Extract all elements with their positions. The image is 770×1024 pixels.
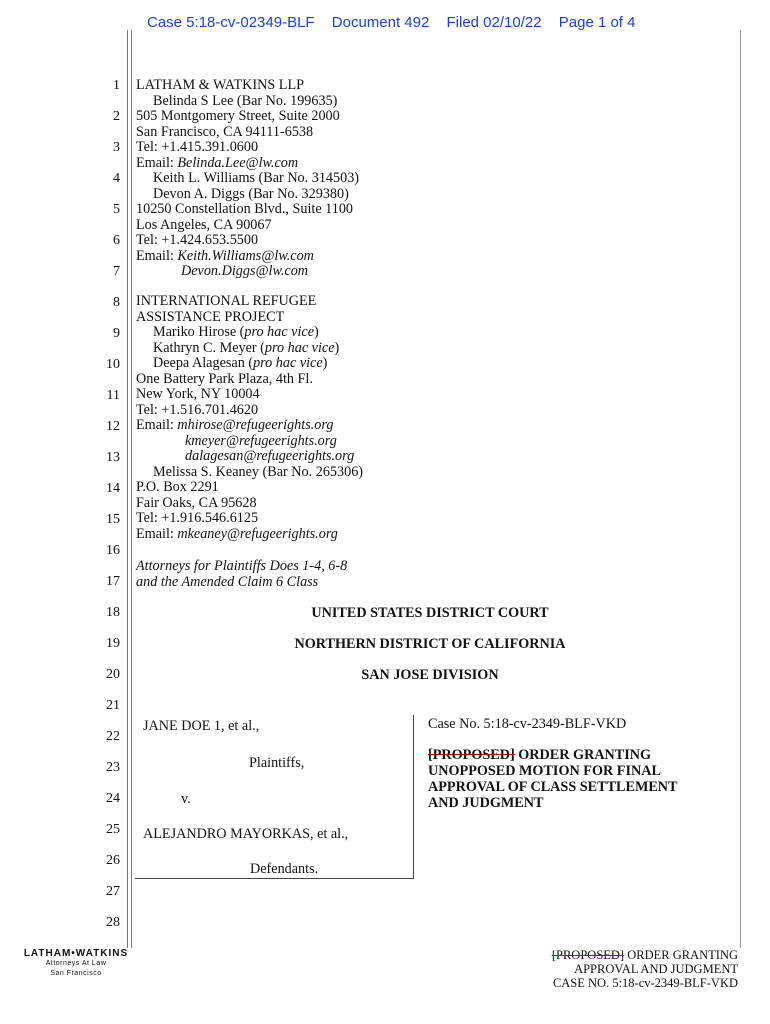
address-line: San Francisco, CA 94111-6538 bbox=[136, 123, 314, 140]
logo-subtitle: San Francisco bbox=[50, 970, 102, 977]
left-margin-rule-outer bbox=[127, 30, 128, 948]
line-number: 6 bbox=[113, 233, 120, 248]
case-caption-box bbox=[135, 715, 414, 879]
header-page-number: Page 1 of 4 bbox=[558, 14, 636, 31]
telephone: Tel: +1.415.391.0600 bbox=[136, 139, 259, 155]
court-name: UNITED STATES DISTRICT COURT bbox=[311, 605, 549, 621]
court-division: SAN JOSE DIVISION bbox=[361, 667, 499, 683]
line-number: 11 bbox=[106, 388, 120, 403]
page-footer bbox=[552, 948, 738, 990]
organization-name: INTERNATIONAL REFUGEE bbox=[136, 293, 317, 309]
email-line bbox=[136, 449, 363, 465]
address-line: Fair Oaks, CA 95628 bbox=[136, 494, 257, 511]
latham-counsel-block bbox=[136, 78, 359, 280]
line-number: 23 bbox=[106, 760, 120, 775]
email-address[interactable]: mhirose@refugeerights.org bbox=[177, 417, 334, 433]
proposed-strikethrough: [PROPOSED] bbox=[551, 948, 625, 962]
email-line bbox=[136, 264, 359, 280]
email-line bbox=[136, 249, 359, 265]
line-number: 18 bbox=[106, 605, 120, 620]
title-text: ORDER GRANTING bbox=[514, 747, 652, 763]
footer-text: APPROVAL AND JUDGMENT bbox=[574, 962, 738, 976]
plaintiff-name: JANE DOE 1, et al., bbox=[143, 718, 260, 734]
telephone: Tel: +1.424.653.5500 bbox=[136, 232, 259, 248]
line-number: 5 bbox=[113, 202, 120, 217]
line-number: 21 bbox=[106, 698, 120, 713]
header-filed-date: Filed 02/10/22 bbox=[446, 14, 542, 31]
header-case-number: Case 5:18-cv-02349-BLF bbox=[147, 14, 315, 31]
plaintiffs-label: Plaintiffs, bbox=[249, 755, 305, 771]
line-number: 28 bbox=[106, 915, 120, 930]
attorney-name bbox=[136, 325, 363, 341]
defendant-name: ALEJANDRO MAYORKAS, et al., bbox=[143, 826, 349, 842]
organization-name: ASSISTANCE PROJECT bbox=[136, 308, 285, 325]
line-number: 25 bbox=[106, 822, 120, 837]
line-number: 15 bbox=[106, 512, 120, 527]
footer-text: ORDER GRANTING bbox=[624, 948, 738, 962]
attorneys-for bbox=[136, 559, 347, 590]
title-text: APPROVAL OF CLASS SETTLEMENT bbox=[428, 779, 678, 795]
email-address[interactable]: Belinda.Lee@lw.com bbox=[177, 154, 299, 171]
line-number: 13 bbox=[106, 450, 120, 465]
paren: ) bbox=[314, 324, 319, 340]
pro-hac-vice: pro hac vice bbox=[244, 324, 315, 340]
line-number: 12 bbox=[106, 419, 120, 434]
line-number: 17 bbox=[106, 574, 120, 589]
pro-hac-vice: pro hac vice bbox=[264, 339, 335, 356]
line-number: 7 bbox=[113, 264, 120, 279]
email-label: Email: bbox=[136, 525, 178, 542]
proposed-strikethrough: [PROPOSED] bbox=[428, 747, 515, 763]
email-line bbox=[136, 156, 359, 172]
address-line: P.O. Box 2291 bbox=[136, 479, 219, 495]
court-district: NORTHERN DISTRICT OF CALIFORNIA bbox=[294, 636, 566, 652]
address-line: 10250 Constellation Blvd., Suite 1100 bbox=[136, 201, 354, 217]
attorney-name bbox=[136, 356, 363, 372]
email-line bbox=[136, 527, 363, 543]
telephone: Tel: +1.916.546.6125 bbox=[136, 510, 259, 526]
pro-hac-vice: pro hac vice bbox=[253, 355, 323, 371]
line-number: 16 bbox=[106, 543, 120, 558]
paren: ) bbox=[334, 339, 340, 356]
line-number: 24 bbox=[106, 791, 120, 806]
attorney-name-text: Mariko Hirose ( bbox=[153, 324, 245, 340]
attorneys-for-line: Attorneys for Plaintiffs Does 1-4, 6-8 bbox=[136, 558, 348, 574]
right-margin-rule bbox=[740, 30, 741, 948]
attorney-name-text: Deepa Alagesan ( bbox=[153, 355, 254, 371]
attorney-name: Keith L. Williams (Bar No. 314503) bbox=[153, 170, 360, 186]
address-line: New York, NY 10004 bbox=[136, 386, 260, 402]
footer-case-number: CASE NO. 5:18-cv-2349-BLF-VKD bbox=[552, 976, 738, 990]
line-number: 2 bbox=[113, 109, 120, 124]
line-number: 26 bbox=[106, 853, 120, 868]
title-text: UNOPPOSED MOTION FOR FINAL bbox=[428, 763, 661, 779]
line-number: 9 bbox=[113, 326, 120, 341]
email-line bbox=[136, 418, 363, 434]
telephone: Tel: +1.516.701.4620 bbox=[136, 401, 259, 418]
header-document-number: Document 492 bbox=[331, 14, 430, 31]
attorney-name bbox=[136, 341, 363, 357]
address-line: One Battery Park Plaza, 4th Fl. bbox=[136, 370, 313, 387]
email-address[interactable]: mkeaney@refugeerights.org bbox=[177, 525, 338, 542]
line-number: 8 bbox=[113, 295, 120, 310]
attorney-name-text: Kathryn C. Meyer ( bbox=[153, 339, 265, 356]
irap-counsel-block bbox=[136, 294, 363, 542]
line-number: 10 bbox=[106, 357, 120, 372]
address-line: 505 Montgomery Street, Suite 2000 bbox=[136, 108, 340, 124]
email-address[interactable]: dalagesan@refugeerights.org bbox=[185, 448, 355, 464]
email-address[interactable]: Keith.Williams@lw.com bbox=[177, 247, 314, 264]
attorneys-for-line: and the Amended Claim 6 Class bbox=[136, 573, 319, 590]
email-address[interactable]: Devon.Diggs@lw.com bbox=[181, 263, 309, 279]
email-label: Email: bbox=[136, 154, 178, 171]
email-label: Email: bbox=[136, 247, 178, 264]
line-number: 27 bbox=[106, 884, 120, 899]
left-margin-rule-inner bbox=[131, 30, 132, 948]
line-number: 14 bbox=[106, 481, 120, 496]
email-line bbox=[136, 434, 363, 450]
logo-subtitle: Attorneys At Law bbox=[45, 960, 107, 967]
line-number: 20 bbox=[106, 667, 120, 682]
address-line: Los Angeles, CA 90067 bbox=[136, 216, 272, 233]
email-address[interactable]: kmeyer@refugeerights.org bbox=[185, 432, 337, 449]
versus: v. bbox=[181, 791, 191, 807]
attorney-name: Melissa S. Keaney (Bar No. 265306) bbox=[153, 463, 364, 480]
line-number: 3 bbox=[113, 140, 120, 155]
attorney-name: Belinda S Lee (Bar No. 199635) bbox=[153, 92, 338, 109]
line-number: 19 bbox=[106, 636, 120, 651]
filing-header bbox=[147, 14, 648, 31]
attorney-name: Devon A. Diggs (Bar No. 329380) bbox=[153, 185, 349, 202]
line-number: 22 bbox=[106, 729, 120, 744]
firm-name: LATHAM & WATKINS LLP bbox=[136, 77, 305, 93]
logo-mark: LATHAM•WATKINS bbox=[23, 948, 129, 959]
title-text: AND JUDGMENT bbox=[428, 795, 544, 811]
line-number: 1 bbox=[113, 78, 120, 93]
firm-logo bbox=[20, 948, 132, 979]
paren: ) bbox=[322, 355, 328, 371]
document-title bbox=[428, 747, 678, 811]
defendants-label: Defendants. bbox=[250, 861, 319, 877]
line-number: 4 bbox=[113, 171, 120, 186]
case-number: Case No. 5:18-cv-2349-BLF-VKD bbox=[428, 716, 627, 732]
email-label: Email: bbox=[136, 417, 178, 433]
